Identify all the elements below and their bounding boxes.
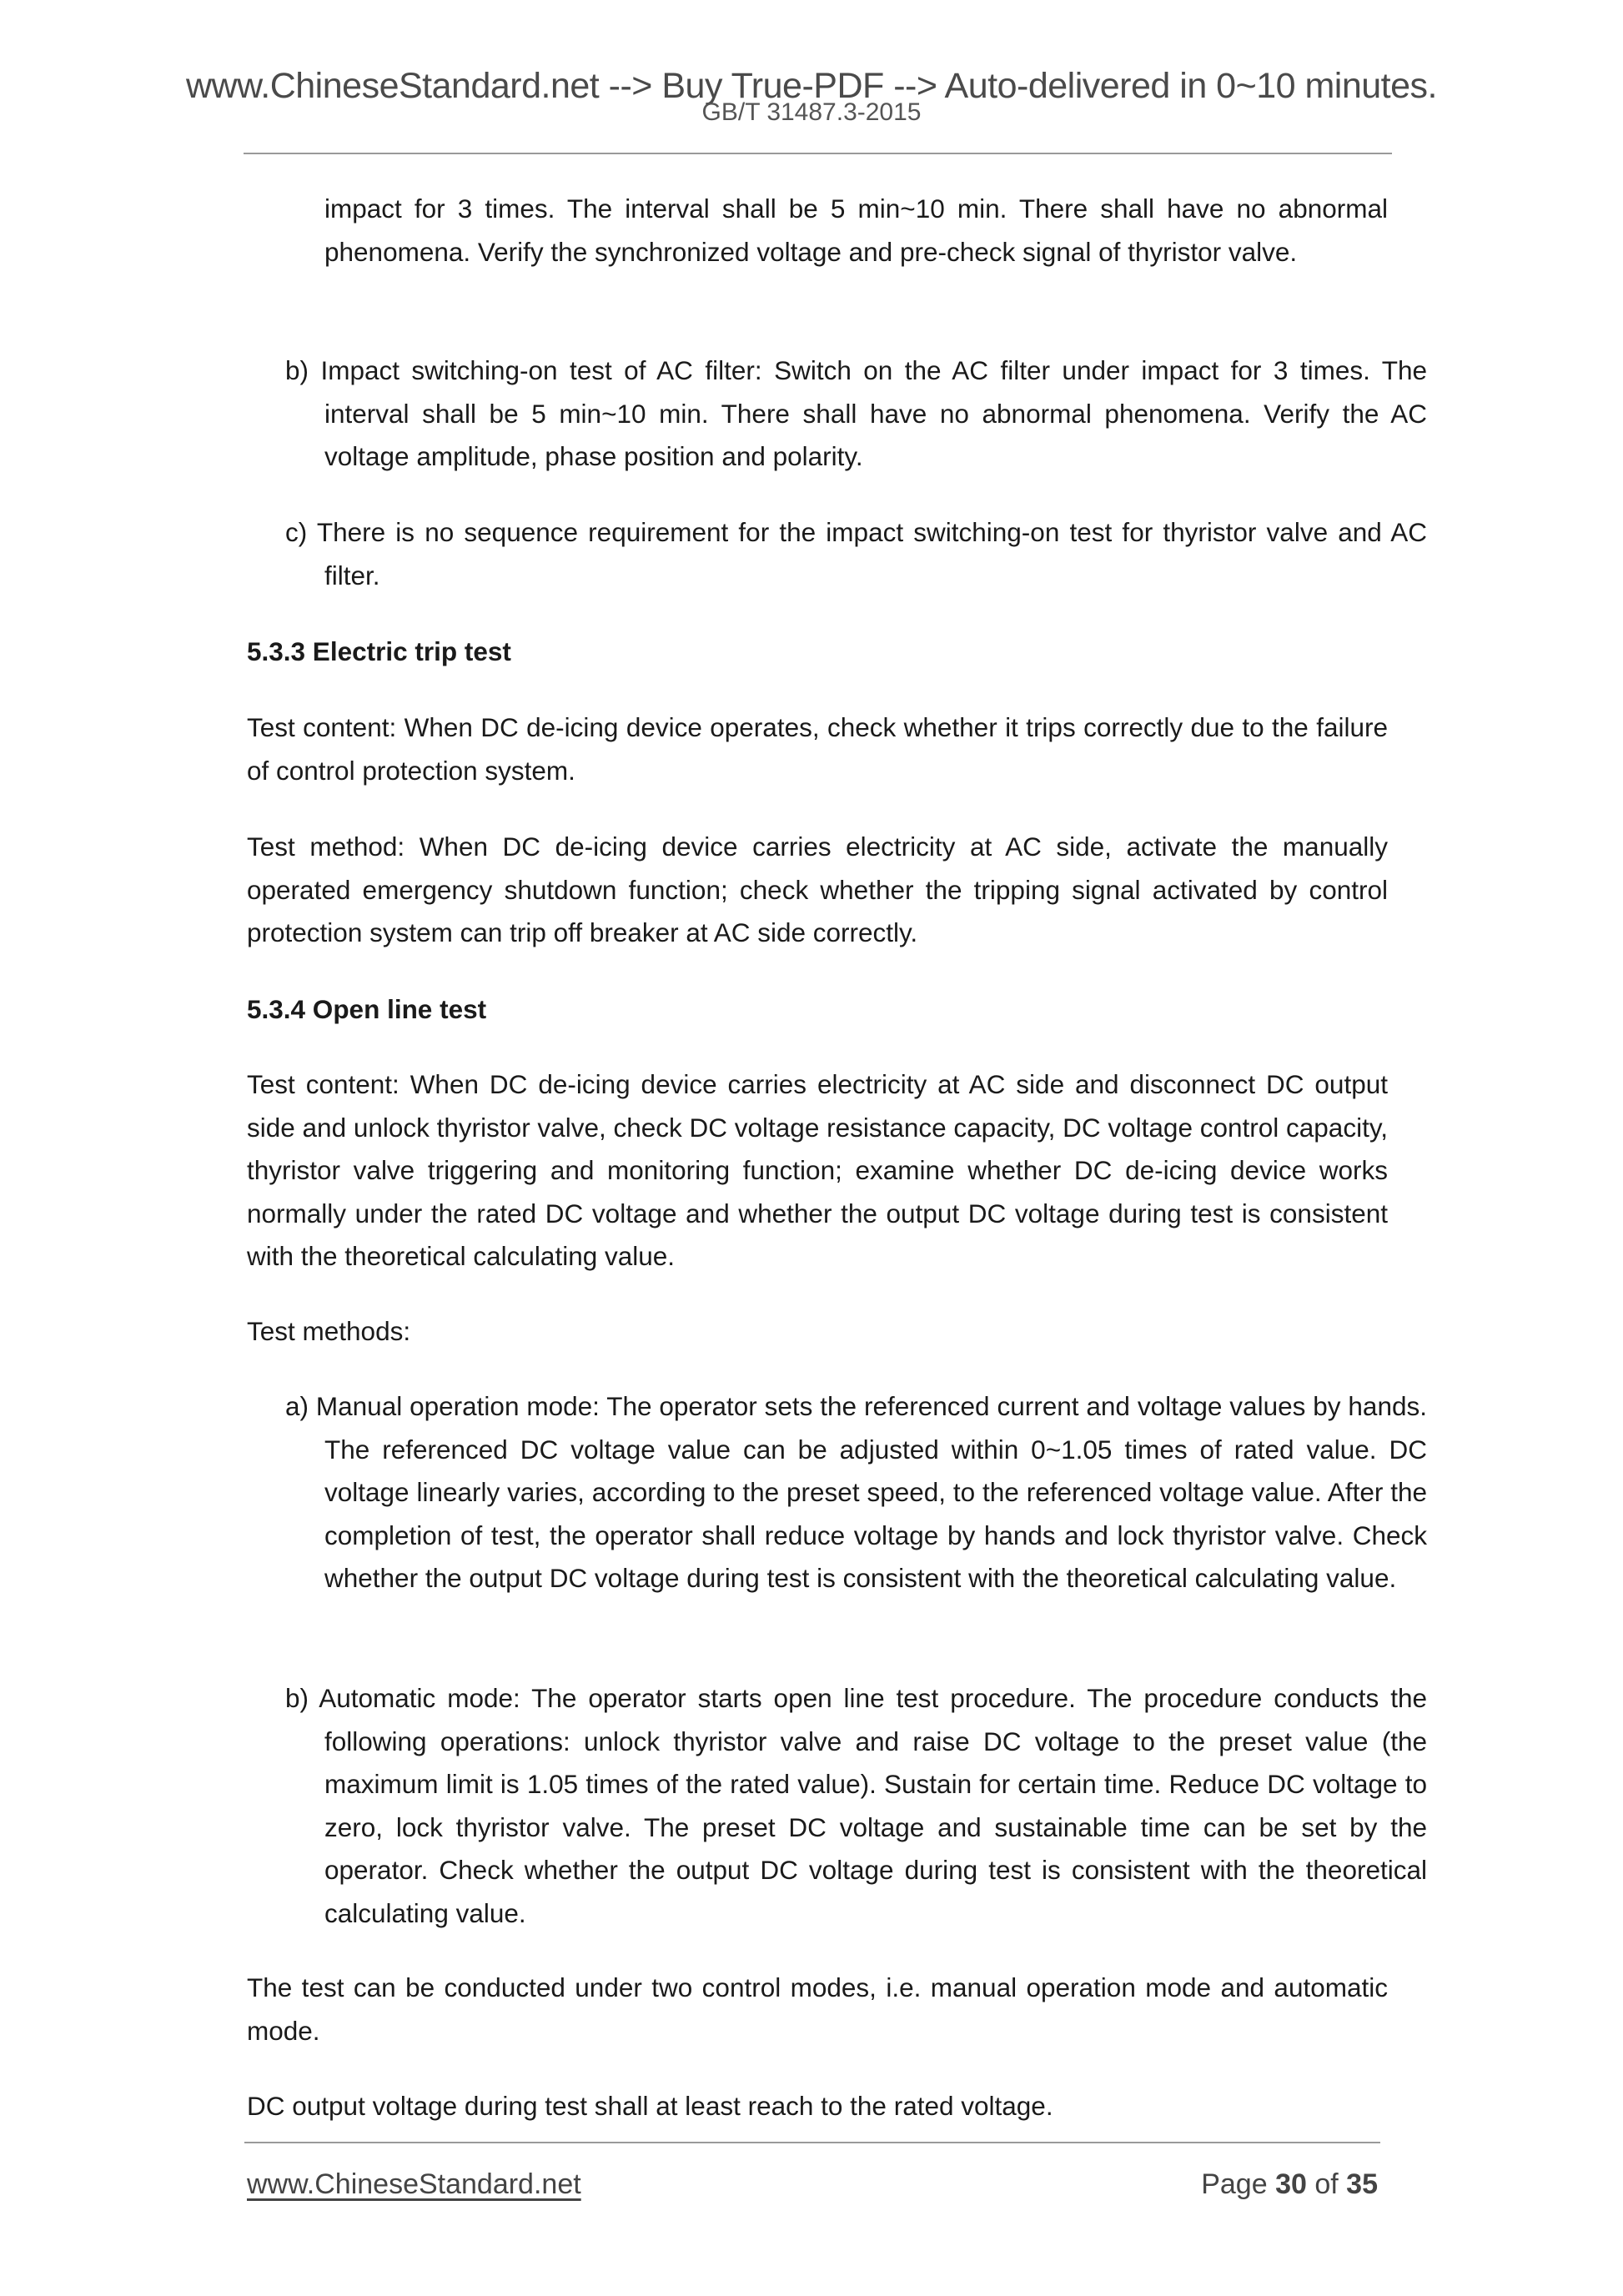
section-heading: 5.3.3 Electric trip test — [247, 636, 511, 666]
standard-code: GB/T 31487.3-2015 — [701, 98, 922, 126]
header-divider — [244, 153, 1392, 154]
paragraph: Test content: When DC de-icing device carries electricity at AC side and disconnect DC output side and unlock thyristor valve, check DC voltage resistance capacity, DC voltage control capacity, thyristor valve triggering and monitoring function; examine whether DC de-icing device works normally under the rated DC voltage and whether the output DC voltage during test is consistent with the theoretical calculating value. — [247, 1069, 1388, 1271]
paragraph: Test method: When DC de-icing device carries electricity at AC side, activate the manually operated emergency shutdown function; check whether the tripping signal activated by control protection system can trip off breaker at AC side correctly. — [247, 831, 1388, 947]
page-total: 35 — [1346, 2168, 1378, 2200]
footer-divider — [244, 2142, 1380, 2143]
paragraph: Test methods: — [247, 1316, 411, 1346]
page-number — [1201, 2168, 1378, 2201]
list-item: a) Manual operation mode: The operator sets the referenced current and voltage values by hands. The referenced DC voltage value can be adjusted within 0~1.05 times of rated value. DC voltage linearly varies, according to the preset speed, to the referenced voltage value. After the completion of test, the operator shall reduce voltage by hands and lock thyristor valve. Check whether the output DC voltage during test is consistent with the theoretical calculating value. — [285, 1391, 1427, 1593]
footer-site-link[interactable]: www.ChineseStandard.net — [247, 2168, 581, 2200]
list-item: b) Impact switching-on test of AC filter: Switch on the AC filter under impact for 3 times. The interval shall be 5 min~10 min. There shall have no abnormal phenomena. Verify the AC voltage amplitude, phase position and polarity. — [285, 355, 1427, 471]
section-heading: 5.3.4 Open line test — [247, 994, 487, 1024]
paragraph: impact for 3 times. The interval shall be 5 min~10 min. There shall have no abnormal phenomena. Verify the synchronized voltage and pre-check signal of thyristor valve. — [324, 193, 1388, 267]
page-of: of — [1314, 2168, 1339, 2200]
list-item: c) There is no sequence requirement for the impact switching-on test for thyristor valve and AC filter. — [285, 517, 1427, 590]
page-prefix: Page — [1201, 2168, 1268, 2200]
paragraph: Test content: When DC de-icing device operates, check whether it trips correctly due to the failure of control protection system. — [247, 712, 1388, 786]
paragraph: The test can be conducted under two control modes, i.e. manual operation mode and automatic mode. — [247, 1972, 1388, 2046]
page-current: 30 — [1275, 2168, 1307, 2200]
paragraph: DC output voltage during test shall at least reach to the rated voltage. — [247, 2091, 1053, 2121]
header-banner: www.ChineseStandard.net --> Buy True-PDF --> Auto-delivered in 0~10 minutes. — [185, 66, 1437, 106]
list-item: b) Automatic mode: The operator starts open line test procedure. The procedure conducts the following operations: unlock thyristor valve and raise DC voltage to the preset value (the maximum limit is 1.05 times of the rated value). Sustain for certain time. Reduce DC voltage to zero, lock thyristor valve. The preset DC voltage and sustainable time can be set by the operator. Check whether the output DC voltage during test is consistent with the theoretical calculating value. — [285, 1683, 1427, 1928]
